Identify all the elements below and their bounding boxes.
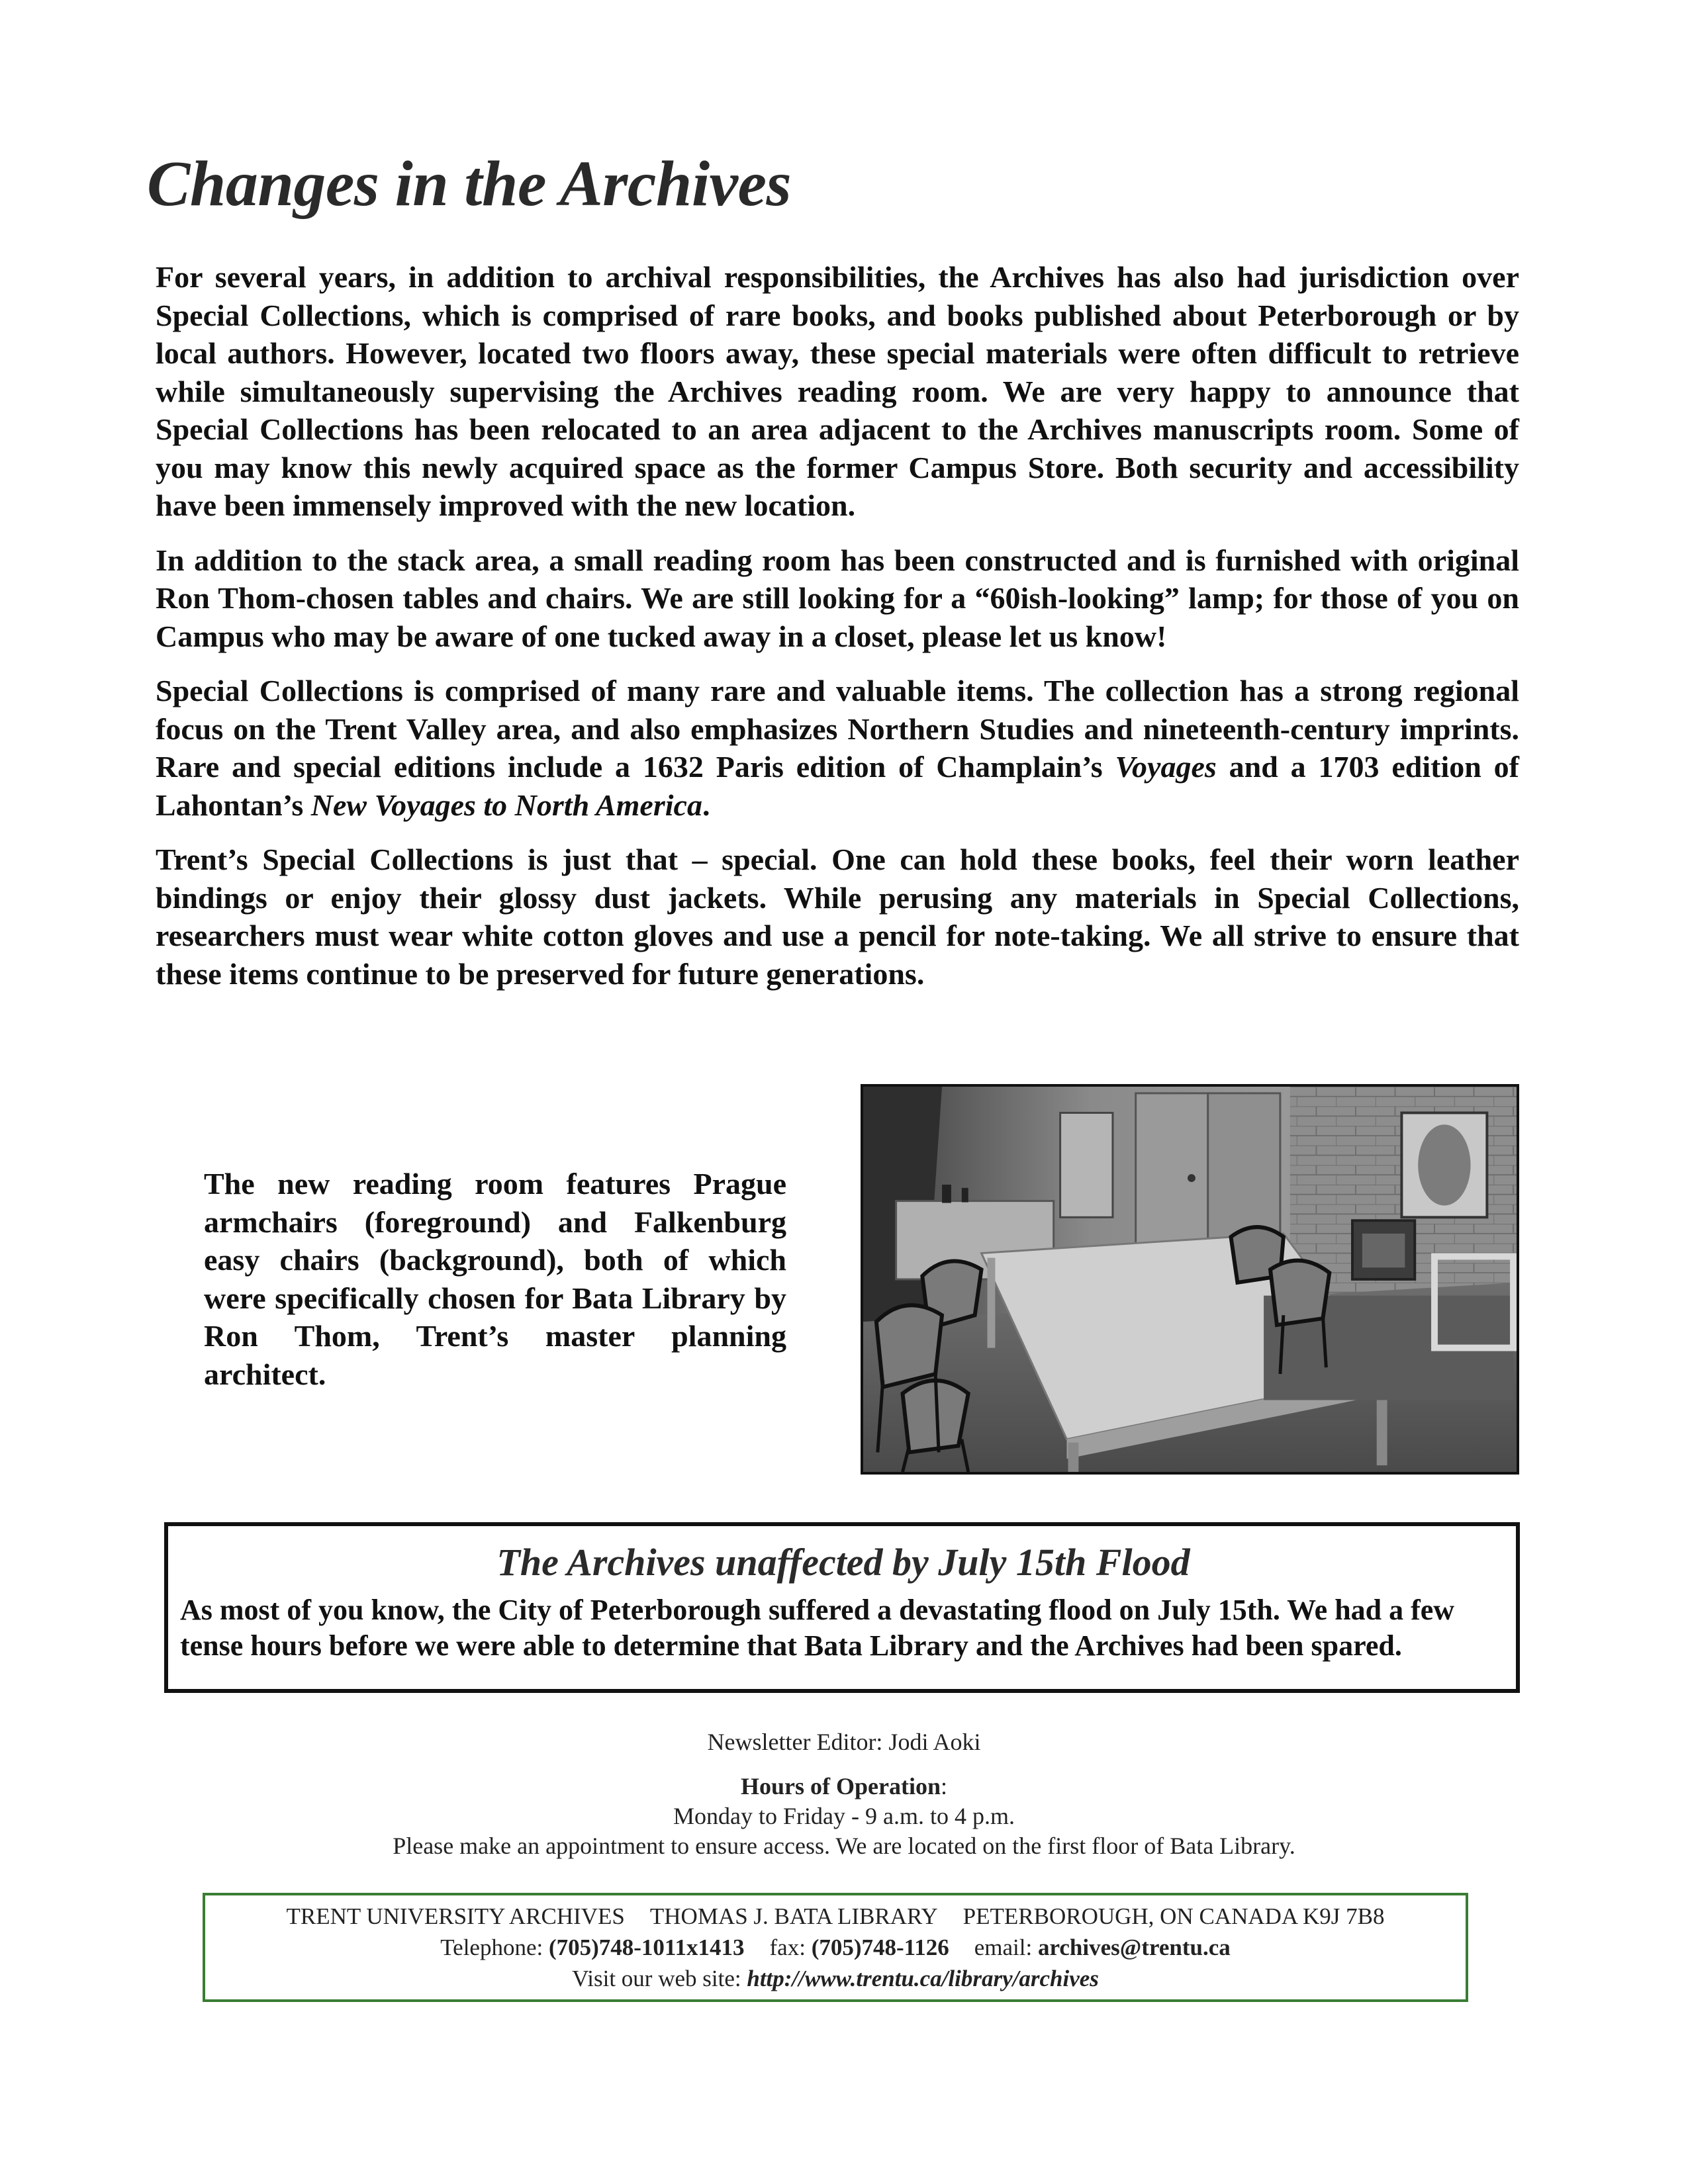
footer-library: THOMAS J. BATA LIBRARY xyxy=(649,1903,938,1929)
flood-notice-text: As most of you know, the City of Peterborough suffered a devastating flood on July 15th. We had a few tense hours before we were able to determine that Bata Library and the Archives had been spared. xyxy=(180,1594,1455,1662)
special-text-3: . xyxy=(702,788,710,822)
photo-caption: The new reading room features Prague armchairs (foreground) and Falkenburg easy chairs (background), both of which were specifically chosen for Bata Library by Ron Thom, Trent’s master planning architect. xyxy=(204,1167,786,1391)
flood-notice-box xyxy=(164,1522,1520,1693)
special-text-2: and a 1703 edition of Lahontan’s xyxy=(156,750,1519,822)
paragraph-special-collections xyxy=(156,672,1519,824)
reading-room-photo xyxy=(861,1084,1519,1475)
special-text-1: Special Collections is comprised of many rare and valuable items. The collection has a strong regional focus on the Trent Valley area, and also emphasizes Northern Studies and nineteenth-century imprints. Rare and special editions include a 1632 Paris edition of Champlain’s xyxy=(156,674,1519,784)
paragraph-preservation: Trent’s Special Collections is just that – special. One can hold these books, feel their worn leather bindings or enjoy their glossy dust jackets. While perusing any materials in Special Collections, researchers must wear white cotton gloves and use a pencil for note-taking. We all strive to ensure that these items continue to be preserved for future generations. xyxy=(156,842,1519,991)
web-label: Visit our web site: xyxy=(572,1966,747,1991)
article-body xyxy=(156,258,1519,1009)
appointment-text: Please make an appointment to ensure access. We are located on the first floor of Bata Library. xyxy=(393,1833,1295,1859)
footer-web-line xyxy=(205,1963,1466,1994)
hours-title: Hours of Operation xyxy=(740,1773,941,1799)
phone-label: Telephone: xyxy=(440,1934,549,1960)
phone-number: (705)748-1011x1413 xyxy=(548,1934,745,1960)
footer-address: PETERBOROUGH, ON CANADA K9J 7B8 xyxy=(962,1903,1385,1929)
flood-notice-title: The Archives unaffected by July 15th Flood xyxy=(496,1541,1190,1584)
info-block xyxy=(199,1727,1489,1861)
hours-colon: : xyxy=(940,1773,947,1799)
footer-contact-line xyxy=(205,1932,1466,1963)
hours-text: Monday to Friday - 9 a.m. to 4 p.m. xyxy=(673,1803,1015,1829)
hours-heading xyxy=(199,1772,1489,1801)
reading-room-photo-image xyxy=(863,1087,1517,1472)
paragraph-relocation: For several years, in addition to archival responsibilities, the Archives has also had jurisdiction over Special Collections, which is comprised of rare books, and books published about Peterborough or by local authors. However, located two floors away, these special materials were often difficult to retrieve while simultaneously supervising the Archives reading room. We are very happy to announce that Special Collections has been relocated to an area adjacent to the Archives manuscripts room. Some of you may know this newly acquired space as the former Campus Store. Both security and accessibility have been immensely improved with the new location. xyxy=(156,260,1519,522)
fax-label: fax: xyxy=(769,1934,812,1960)
email-label: email: xyxy=(974,1934,1038,1960)
web-link[interactable]: http://www.trentu.ca/library/archives xyxy=(747,1966,1099,1991)
email-address[interactable]: archives@trentu.ca xyxy=(1037,1934,1231,1960)
voyages-title: Voyages xyxy=(1115,750,1217,784)
fax-number: (705)748-1126 xyxy=(811,1934,949,1960)
contact-footer xyxy=(203,1893,1468,2002)
footer-address-line xyxy=(205,1901,1466,1932)
page-title: Changes in the Archives xyxy=(147,148,792,220)
footer-org: TRENT UNIVERSITY ARCHIVES xyxy=(286,1903,625,1929)
paragraph-reading-room: In addition to the stack area, a small reading room has been constructed and is furnished with original Ron Thom-chosen tables and chairs. We are still looking for a “60ish-looking” lamp; for those of you on Campus who may be aware of one tucked away in a closet, please let us know! xyxy=(156,543,1519,653)
new-voyages-title: New Voyages to North America xyxy=(310,788,702,822)
newsletter-editor: Newsletter Editor: Jodi Aoki xyxy=(707,1729,981,1755)
